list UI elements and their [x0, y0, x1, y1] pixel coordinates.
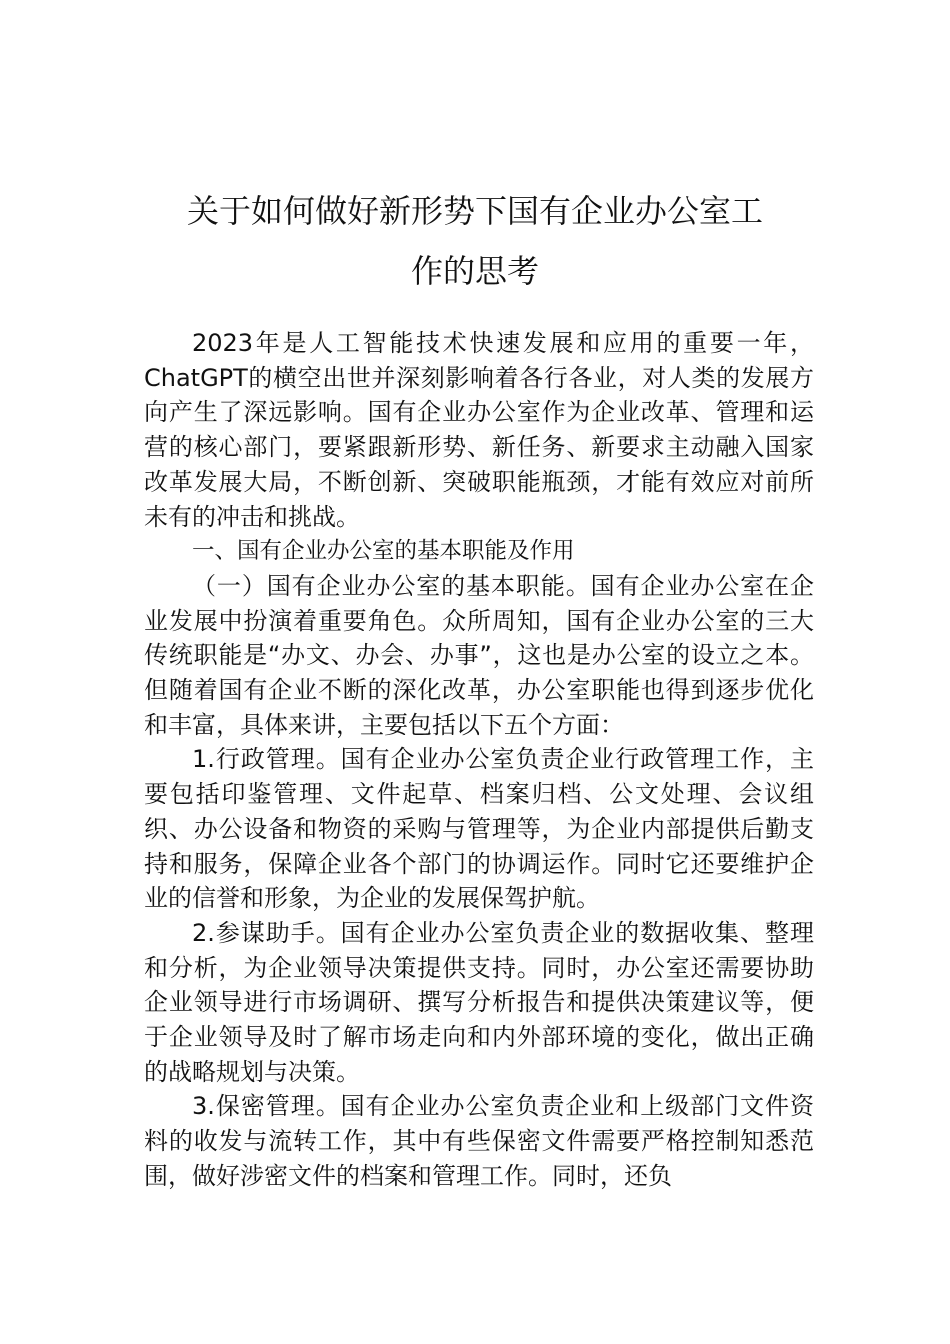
paragraph-admin-management: 1.行政管理。国有企业办公室负责企业行政管理工作，主要包括印鉴管理、文件起草、档案归档、公文处理、会议组织、办公设备和物资的采购与管理等，为企业内部提供后勤支持和服务，保障企业各个部门的协调运作。同时它还要维护企业的信誉和形象，为企业的发展保驾护航。 — [144, 745, 814, 913]
paragraph-basic-functions: （一）国有企业办公室的基本职能。国有企业办公室在企业发展中扮演着重要角色。众所周知，国有企业办公室的三大传统职能是“办文、办会、办事”，这也是办公室的设立之本。但随着国有企业不断的深化改革，办公室职能也得到逐步优化和丰富，具体来讲，主要包括以下五个方面： — [144, 571, 814, 739]
document-title — [140, 181, 810, 301]
title-line-2: 作的思考 — [410, 252, 539, 291]
paragraph-confidentiality: 3.保密管理。国有企业办公室负责企业和上级部门文件资料的收发与流转工作，其中有些保密文件需要严格控制知悉范围，做好涉密文件的档案和管理工作。同时，还负 — [144, 1092, 814, 1190]
paragraph-advisory-assistant: 2.参谋助手。国有企业办公室负责企业的数据收集、整理和分析，为企业领导决策提供支持。同时，办公室还需要协助企业领导进行市场调研、撰写分析报告和提供决策建议等，便于企业领导及时了解市场走向和内外部环境的变化，做出正确的战略规划与决策。 — [144, 918, 814, 1086]
document-body — [144, 326, 814, 1194]
section-heading-1: 一、国有企业办公室的基本职能及作用 — [192, 538, 575, 565]
paragraph-intro: 2023年是人工智能技术快速发展和应用的重要一年，ChatGPT的横空出世并深刻影响着各行各业，对人类的发展方向产生了深远影响。国有企业办公室作为企业改革、管理和运营的核心部门，要紧跟新形势、新任务、新要求主动融入国家改革发展大局，不断创新、突破职能瓶颈，才能有效应对前所未有的冲击和挑战。 — [144, 329, 814, 531]
title-line-1: 关于如何做好新形势下国有企业办公室工 — [186, 192, 763, 231]
